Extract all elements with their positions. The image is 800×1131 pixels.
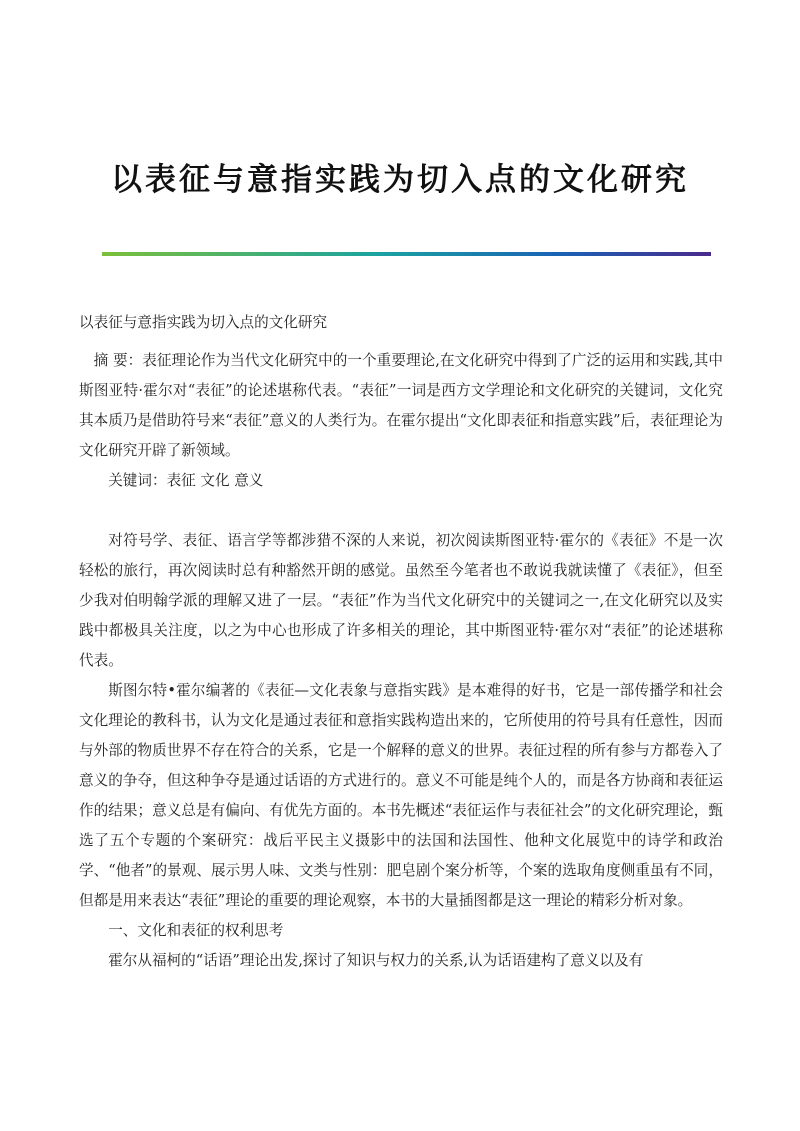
body-paragraph-1: 对符号学、表征、语言学等都涉猎不深的人来说，初次阅读斯图亚特·霍尔的《表征》不是一次轻松的旅行，再次阅读时总有种豁然开朗的感觉。虽然至今笔者也不敢说我就读懂了《表征》，但至少我对伯明翰学派的理解又进了一层。“表征”作为当代文化研究中的关键词之一,在文化研究以及实践中都极具关注度，以之为中心也形成了许多相关的理论，其中斯图亚特·霍尔对“表征”的论述堪称代表。 bbox=[79, 532, 723, 669]
section-paragraph: 霍尔从福柯的“话语”理论出发,探讨了知识与权力的关系,认为话语建构了意义以及有 bbox=[108, 952, 644, 969]
document-body bbox=[79, 308, 723, 976]
body-paragraph-2: 斯图尔特•霍尔编著的《表征—文化表象与意指实践》是本难得的好书，它是一部传播学和社会文化理论的教科书，认为文化是通过表征和意指实践构造出来的，它所使用的符号具有任意性，因而与外部的物质世界不存在符合的关系，它是一个解释的意义的世界。表征过程的所有参与方都卷入了意义的争夺，但这种争夺是通过话语的方式进行的。意义不可能是纯个人的，而是各方协商和表征运作的结果；意义总是有偏向、有优先方面的。本书先概述“表征运作与表征社会”的文化研究理论，甄选了五个专题的个案研究：战后平民主义摄影中的法国和法国性、他种文化展览中的诗学和政治学、“他者”的景观、展示男人味、文类与性别：肥皂剧个案分析等，个案的选取角度侧重虽有不同，但都是用来表达“表征”理论的重要的理论观察，本书的大量插图都是这一理论的精彩分析对象。 bbox=[79, 682, 723, 909]
title-divider bbox=[102, 252, 711, 256]
abstract-paragraph: 摘 要：表征理论作为当代文化研究中的一个重要理论,在文化研究中得到了广泛的运用和实践,其中斯图亚特·霍尔对“表征”的论述堪称代表。“表征”一词是西方文学理论和文化研究的关键词，文化究其本质乃是借助符号来“表征”意义的人类行为。在霍尔提出“文化即表征和指意实践”后，表征理论为文化研究开辟了新领域。 bbox=[79, 352, 723, 459]
document-subtitle: 以表征与意指实践为切入点的文化研究 bbox=[79, 314, 328, 331]
keywords-line: 关键词：表征 文化 意义 bbox=[108, 472, 264, 489]
page-title: 以表征与意指实践为切入点的文化研究 bbox=[111, 162, 689, 198]
section-heading: 一、文化和表征的权利思考 bbox=[108, 922, 284, 939]
